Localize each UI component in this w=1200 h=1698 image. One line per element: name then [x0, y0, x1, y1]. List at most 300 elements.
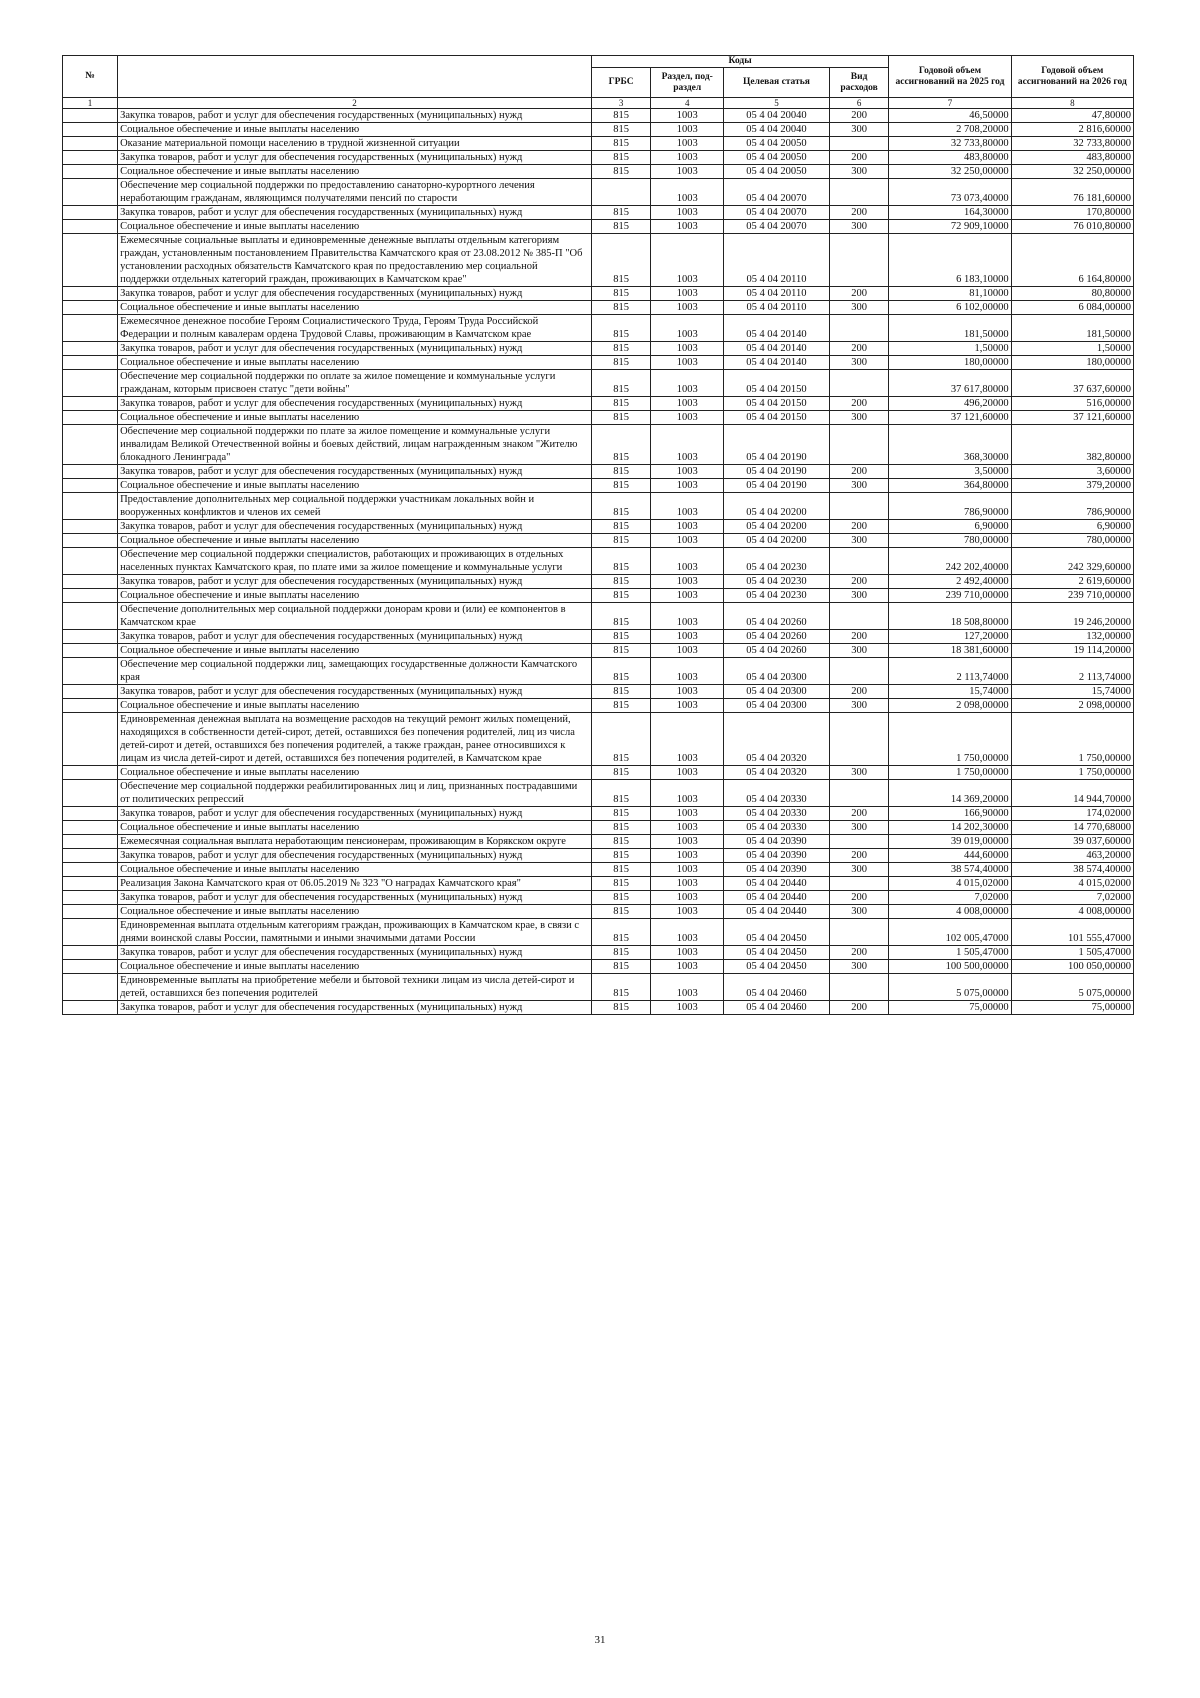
row-amount-2025: 46,50000 [889, 109, 1011, 123]
row-type: 200 [829, 465, 889, 479]
row-number-cell [63, 946, 118, 960]
row-grbs: 815 [591, 465, 651, 479]
row-section: 1003 [651, 425, 724, 465]
row-target: 05 4 04 20110 [724, 301, 830, 315]
row-grbs: 815 [591, 165, 651, 179]
row-grbs: 815 [591, 520, 651, 534]
row-amount-2026: 76 010,80000 [1011, 220, 1133, 234]
row-amount-2026: 14 770,68000 [1011, 821, 1133, 835]
row-section: 1003 [651, 370, 724, 397]
row-type: 300 [829, 821, 889, 835]
row-type: 300 [829, 534, 889, 548]
row-target: 05 4 04 20230 [724, 575, 830, 589]
row-grbs: 815 [591, 960, 651, 974]
row-number-cell [63, 919, 118, 946]
colnum-8: 8 [1011, 98, 1133, 109]
row-grbs: 815 [591, 356, 651, 370]
table-row [63, 411, 1134, 425]
row-amount-2026: 37 121,60000 [1011, 411, 1133, 425]
table-row [63, 301, 1134, 315]
row-amount-2025: 483,80000 [889, 151, 1011, 165]
row-amount-2025: 364,80000 [889, 479, 1011, 493]
row-grbs: 815 [591, 919, 651, 946]
row-type [829, 713, 889, 766]
row-name: Ежемесячные социальные выплаты и единовременные денежные выплаты отдельным категориям граждан, установленным постановлением Правительства Камчатского края от 23.08.2012 № 385-П "Об установлении расходных обязательств Камчатского края по предоставлению мер социальной поддержки отдельных категорий граждан, проживающих в Камчатском крае" [118, 234, 592, 287]
row-section: 1003 [651, 1001, 724, 1015]
row-type [829, 974, 889, 1001]
row-amount-2025: 15,74000 [889, 685, 1011, 699]
table-row [63, 342, 1134, 356]
row-type: 200 [829, 630, 889, 644]
row-amount-2026: 15,74000 [1011, 685, 1133, 699]
row-number-cell [63, 123, 118, 137]
row-number-cell [63, 821, 118, 835]
row-grbs: 815 [591, 644, 651, 658]
row-amount-2025: 181,50000 [889, 315, 1011, 342]
row-amount-2026: 780,00000 [1011, 534, 1133, 548]
table-row [63, 479, 1134, 493]
row-number-cell [63, 465, 118, 479]
row-type: 200 [829, 1001, 889, 1015]
row-name: Обеспечение мер социальной поддержки реабилитированных лиц и лиц, признанных пострадавшими от политических репрессий [118, 780, 592, 807]
table-row [63, 123, 1134, 137]
row-amount-2025: 127,20000 [889, 630, 1011, 644]
row-number-cell [63, 835, 118, 849]
row-name: Закупка товаров, работ и услуг для обеспечения государственных (муниципальных) нужд [118, 520, 592, 534]
row-section: 1003 [651, 780, 724, 807]
row-number-cell [63, 479, 118, 493]
row-name: Предоставление дополнительных мер социальной поддержки участникам локальных войн и вооруженных конфликтов и членов их семей [118, 493, 592, 520]
row-section: 1003 [651, 849, 724, 863]
row-amount-2025: 4 008,00000 [889, 905, 1011, 919]
row-name: Ежемесячное денежное пособие Героям Социалистического Труда, Героям Труда Российской Федерации и полным кавалерам ордена Трудовой Славы, проживающим в Камчатском крае [118, 315, 592, 342]
column-number-row [63, 98, 1134, 109]
row-grbs: 815 [591, 137, 651, 151]
row-amount-2026: 1 750,00000 [1011, 713, 1133, 766]
row-type [829, 919, 889, 946]
row-grbs: 815 [591, 658, 651, 685]
row-type: 200 [829, 891, 889, 905]
row-number-cell [63, 905, 118, 919]
row-section: 1003 [651, 493, 724, 520]
row-amount-2025: 164,30000 [889, 206, 1011, 220]
row-name: Социальное обеспечение и иные выплаты населению [118, 766, 592, 780]
row-name: Социальное обеспечение и иные выплаты населению [118, 411, 592, 425]
row-grbs: 815 [591, 534, 651, 548]
table-row [63, 234, 1134, 287]
row-type: 200 [829, 397, 889, 411]
row-number-cell [63, 234, 118, 287]
header-2026: Годовой объем ассигнований на 2026 год [1011, 56, 1133, 98]
row-amount-2025: 38 574,40000 [889, 863, 1011, 877]
row-name: Оказание материальной помощи населению в трудной жизненной ситуации [118, 137, 592, 151]
row-target: 05 4 04 20150 [724, 397, 830, 411]
row-target: 05 4 04 20320 [724, 713, 830, 766]
row-target: 05 4 04 20450 [724, 919, 830, 946]
header-2025: Годовой объем ассигнований на 2025 год [889, 56, 1011, 98]
row-target: 05 4 04 20230 [724, 589, 830, 603]
table-row [63, 630, 1134, 644]
row-amount-2026: 39 037,60000 [1011, 835, 1133, 849]
row-target: 05 4 04 20390 [724, 863, 830, 877]
row-amount-2026: 2 113,74000 [1011, 658, 1133, 685]
row-number-cell [63, 179, 118, 206]
row-amount-2026: 7,02000 [1011, 891, 1133, 905]
row-target: 05 4 04 20070 [724, 220, 830, 234]
row-number-cell [63, 411, 118, 425]
table-row [63, 520, 1134, 534]
table-row [63, 220, 1134, 234]
row-amount-2026: 101 555,47000 [1011, 919, 1133, 946]
row-target: 05 4 04 20150 [724, 370, 830, 397]
row-number-cell [63, 287, 118, 301]
row-amount-2026: 1 505,47000 [1011, 946, 1133, 960]
row-name: Обеспечение мер социальной поддержки специалистов, работающих и проживающих в отдельных населенных пунктах Камчатского края, по плате ими за жилое помещение и коммунальные услуги [118, 548, 592, 575]
row-amount-2026: 6 164,80000 [1011, 234, 1133, 287]
row-number-cell [63, 807, 118, 821]
table-row [63, 658, 1134, 685]
row-type: 200 [829, 109, 889, 123]
row-name: Закупка товаров, работ и услуг для обеспечения государственных (муниципальных) нужд [118, 151, 592, 165]
row-amount-2025: 14 369,20000 [889, 780, 1011, 807]
row-grbs: 815 [591, 479, 651, 493]
row-amount-2026: 38 574,40000 [1011, 863, 1133, 877]
row-amount-2026: 181,50000 [1011, 315, 1133, 342]
row-amount-2025: 242 202,40000 [889, 548, 1011, 575]
row-section: 1003 [651, 548, 724, 575]
row-section: 1003 [651, 342, 724, 356]
row-number-cell [63, 575, 118, 589]
row-grbs: 815 [591, 342, 651, 356]
row-type: 300 [829, 589, 889, 603]
row-amount-2026: 19 114,20000 [1011, 644, 1133, 658]
row-grbs: 815 [591, 603, 651, 630]
table-row [63, 919, 1134, 946]
row-type [829, 658, 889, 685]
row-type: 300 [829, 863, 889, 877]
row-name: Реализация Закона Камчатского края от 06.05.2019 № 323 "О наградах Камчатского края" [118, 877, 592, 891]
row-type: 300 [829, 411, 889, 425]
row-name: Ежемесячная социальная выплата неработающим пенсионерам, проживающим в Корякском округе [118, 835, 592, 849]
row-name: Социальное обеспечение и иные выплаты населению [118, 220, 592, 234]
row-name: Обеспечение мер социальной поддержки по оплате за жилое помещение и коммунальные услуги гражданам, которым присвоен статус "дети войны" [118, 370, 592, 397]
row-amount-2025: 5 075,00000 [889, 974, 1011, 1001]
row-grbs: 815 [591, 301, 651, 315]
row-target: 05 4 04 20040 [724, 123, 830, 137]
row-name: Закупка товаров, работ и услуг для обеспечения государственных (муниципальных) нужд [118, 465, 592, 479]
row-section: 1003 [651, 699, 724, 713]
row-amount-2026: 170,80000 [1011, 206, 1133, 220]
row-target: 05 4 04 20440 [724, 905, 830, 919]
row-amount-2025: 2 708,20000 [889, 123, 1011, 137]
row-number-cell [63, 644, 118, 658]
row-name: Социальное обеспечение и иные выплаты населению [118, 123, 592, 137]
row-amount-2025: 786,90000 [889, 493, 1011, 520]
row-section: 1003 [651, 287, 724, 301]
row-amount-2025: 1 750,00000 [889, 766, 1011, 780]
row-name: Социальное обеспечение и иные выплаты населению [118, 301, 592, 315]
row-number-cell [63, 960, 118, 974]
row-target: 05 4 04 20140 [724, 356, 830, 370]
row-grbs: 815 [591, 370, 651, 397]
row-grbs: 815 [591, 220, 651, 234]
row-number-cell [63, 589, 118, 603]
row-target: 05 4 04 20110 [724, 287, 830, 301]
row-number-cell [63, 206, 118, 220]
row-type [829, 877, 889, 891]
row-name: Социальное обеспечение и иные выплаты населению [118, 165, 592, 179]
row-section: 1003 [651, 220, 724, 234]
row-amount-2025: 239 710,00000 [889, 589, 1011, 603]
row-grbs: 815 [591, 315, 651, 342]
row-grbs: 815 [591, 835, 651, 849]
row-target: 05 4 04 20300 [724, 658, 830, 685]
header-section: Раздел, под-раздел [651, 68, 724, 98]
row-name: Социальное обеспечение и иные выплаты населению [118, 863, 592, 877]
row-number-cell [63, 356, 118, 370]
row-number-cell [63, 151, 118, 165]
row-grbs: 815 [591, 397, 651, 411]
row-number-cell [63, 493, 118, 520]
row-grbs: 815 [591, 685, 651, 699]
row-section: 1003 [651, 713, 724, 766]
row-section: 1003 [651, 891, 724, 905]
row-amount-2025: 18 381,60000 [889, 644, 1011, 658]
row-type [829, 179, 889, 206]
row-amount-2026: 516,00000 [1011, 397, 1133, 411]
row-amount-2025: 32 733,80000 [889, 137, 1011, 151]
row-target: 05 4 04 20070 [724, 206, 830, 220]
row-amount-2025: 166,90000 [889, 807, 1011, 821]
row-target: 05 4 04 20110 [724, 234, 830, 287]
row-amount-2026: 786,90000 [1011, 493, 1133, 520]
row-target: 05 4 04 20140 [724, 315, 830, 342]
table-row [63, 849, 1134, 863]
row-amount-2025: 496,20000 [889, 397, 1011, 411]
colnum-1: 1 [63, 98, 118, 109]
row-amount-2025: 1 750,00000 [889, 713, 1011, 766]
row-type [829, 425, 889, 465]
table-row [63, 575, 1134, 589]
row-number-cell [63, 301, 118, 315]
table-row [63, 465, 1134, 479]
row-type [829, 835, 889, 849]
row-section: 1003 [651, 151, 724, 165]
row-section: 1003 [651, 630, 724, 644]
row-name: Социальное обеспечение и иные выплаты населению [118, 356, 592, 370]
row-grbs [591, 179, 651, 206]
row-amount-2025: 75,00000 [889, 1001, 1011, 1015]
row-type: 200 [829, 575, 889, 589]
row-amount-2026: 76 181,60000 [1011, 179, 1133, 206]
row-number-cell [63, 974, 118, 1001]
row-amount-2026: 174,02000 [1011, 807, 1133, 821]
row-amount-2026: 19 246,20000 [1011, 603, 1133, 630]
table-row [63, 137, 1134, 151]
row-number-cell [63, 534, 118, 548]
row-type: 200 [829, 520, 889, 534]
row-amount-2025: 4 015,02000 [889, 877, 1011, 891]
colnum-6: 6 [829, 98, 889, 109]
row-grbs: 815 [591, 123, 651, 137]
table-row [63, 397, 1134, 411]
row-section: 1003 [651, 685, 724, 699]
row-name: Обеспечение мер социальной поддержки по предоставлению санаторно-курортного лечения неработающим гражданам, являющимся получателями пенсий по старости [118, 179, 592, 206]
row-target: 05 4 04 20330 [724, 780, 830, 807]
row-target: 05 4 04 20200 [724, 534, 830, 548]
row-grbs: 815 [591, 630, 651, 644]
row-name: Социальное обеспечение и иные выплаты населению [118, 589, 592, 603]
row-type: 300 [829, 220, 889, 234]
row-name: Обеспечение дополнительных мер социальной поддержки донорам крови и (или) ее компонентов в Камчатском крае [118, 603, 592, 630]
row-name: Закупка товаров, работ и услуг для обеспечения государственных (муниципальных) нужд [118, 397, 592, 411]
row-section: 1003 [651, 234, 724, 287]
page-number: 31 [594, 1634, 606, 1646]
header-codes: Коды [591, 56, 888, 68]
table-row [63, 699, 1134, 713]
row-section: 1003 [651, 766, 724, 780]
table-row [63, 877, 1134, 891]
row-grbs: 815 [591, 699, 651, 713]
row-grbs: 815 [591, 287, 651, 301]
table-row [63, 713, 1134, 766]
row-section: 1003 [651, 603, 724, 630]
row-amount-2026: 37 637,60000 [1011, 370, 1133, 397]
row-type: 300 [829, 165, 889, 179]
row-number-cell [63, 891, 118, 905]
row-section: 1003 [651, 905, 724, 919]
row-name: Закупка товаров, работ и услуг для обеспечения государственных (муниципальных) нужд [118, 206, 592, 220]
row-number-cell [63, 630, 118, 644]
row-amount-2025: 3,50000 [889, 465, 1011, 479]
row-target: 05 4 04 20200 [724, 493, 830, 520]
row-grbs: 815 [591, 713, 651, 766]
row-type: 200 [829, 206, 889, 220]
row-number-cell [63, 780, 118, 807]
row-number-cell [63, 849, 118, 863]
row-name: Закупка товаров, работ и услуг для обеспечения государственных (муниципальных) нужд [118, 575, 592, 589]
row-target: 05 4 04 20260 [724, 603, 830, 630]
row-type: 300 [829, 123, 889, 137]
table-body [63, 109, 1134, 1015]
row-name: Закупка товаров, работ и услуг для обеспечения государственных (муниципальных) нужд [118, 630, 592, 644]
row-name: Закупка товаров, работ и услуг для обеспечения государственных (муниципальных) нужд [118, 849, 592, 863]
table-row [63, 960, 1134, 974]
row-target: 05 4 04 20460 [724, 974, 830, 1001]
table-row [63, 603, 1134, 630]
row-section: 1003 [651, 835, 724, 849]
header-target: Целевая статья [724, 68, 830, 98]
row-type: 300 [829, 356, 889, 370]
row-target: 05 4 04 20300 [724, 699, 830, 713]
row-target: 05 4 04 20230 [724, 548, 830, 575]
row-number-cell [63, 603, 118, 630]
row-number-cell [63, 315, 118, 342]
row-type [829, 493, 889, 520]
row-section: 1003 [651, 575, 724, 589]
row-type: 200 [829, 807, 889, 821]
table-row [63, 287, 1134, 301]
row-target: 05 4 04 20450 [724, 946, 830, 960]
row-amount-2025: 14 202,30000 [889, 821, 1011, 835]
row-amount-2025: 368,30000 [889, 425, 1011, 465]
row-section: 1003 [651, 165, 724, 179]
table-row [63, 589, 1134, 603]
row-type: 300 [829, 699, 889, 713]
row-section: 1003 [651, 411, 724, 425]
row-type: 200 [829, 287, 889, 301]
row-grbs: 815 [591, 548, 651, 575]
row-amount-2025: 2 098,00000 [889, 699, 1011, 713]
row-amount-2025: 39 019,00000 [889, 835, 1011, 849]
row-section: 1003 [651, 534, 724, 548]
row-amount-2026: 463,20000 [1011, 849, 1133, 863]
row-type: 200 [829, 849, 889, 863]
row-section: 1003 [651, 397, 724, 411]
row-name: Социальное обеспечение и иные выплаты населению [118, 644, 592, 658]
row-amount-2026: 2 098,00000 [1011, 699, 1133, 713]
row-type: 300 [829, 479, 889, 493]
row-type [829, 234, 889, 287]
row-grbs: 815 [591, 807, 651, 821]
row-type: 200 [829, 151, 889, 165]
table-row [63, 780, 1134, 807]
table-header [63, 56, 1134, 109]
row-name: Закупка товаров, работ и услуг для обеспечения государственных (муниципальных) нужд [118, 1001, 592, 1015]
row-section: 1003 [651, 179, 724, 206]
row-target: 05 4 04 20330 [724, 821, 830, 835]
row-amount-2026: 1 750,00000 [1011, 766, 1133, 780]
row-target: 05 4 04 20190 [724, 479, 830, 493]
row-name: Социальное обеспечение и иные выплаты населению [118, 960, 592, 974]
row-name: Закупка товаров, работ и услуг для обеспечения государственных (муниципальных) нужд [118, 685, 592, 699]
row-amount-2026: 2 619,60000 [1011, 575, 1133, 589]
row-target: 05 4 04 20190 [724, 425, 830, 465]
row-section: 1003 [651, 919, 724, 946]
row-name: Обеспечение мер социальной поддержки по плате за жилое помещение и коммунальные услуги инвалидам Великой Отечественной войны и боевых действий, лицам награжденным знаком "Жителю блокадного Ленинграда" [118, 425, 592, 465]
row-amount-2026: 483,80000 [1011, 151, 1133, 165]
row-grbs: 815 [591, 766, 651, 780]
row-name: Социальное обеспечение и иные выплаты населению [118, 821, 592, 835]
row-grbs: 815 [591, 974, 651, 1001]
row-amount-2025: 6 183,10000 [889, 234, 1011, 287]
row-number-cell [63, 548, 118, 575]
row-name: Закупка товаров, работ и услуг для обеспечения государственных (муниципальных) нужд [118, 807, 592, 821]
table-row [63, 946, 1134, 960]
row-type: 200 [829, 685, 889, 699]
row-amount-2026: 379,20000 [1011, 479, 1133, 493]
row-number-cell [63, 766, 118, 780]
table-row [63, 206, 1134, 220]
row-section: 1003 [651, 465, 724, 479]
row-number-cell [63, 877, 118, 891]
row-section: 1003 [651, 644, 724, 658]
row-amount-2026: 47,80000 [1011, 109, 1133, 123]
table-row [63, 534, 1134, 548]
row-section: 1003 [651, 960, 724, 974]
row-amount-2026: 1,50000 [1011, 342, 1133, 356]
row-target: 05 4 04 20260 [724, 630, 830, 644]
row-amount-2025: 2 492,40000 [889, 575, 1011, 589]
row-name: Социальное обеспечение и иные выплаты населению [118, 479, 592, 493]
row-target: 05 4 04 20050 [724, 137, 830, 151]
row-section: 1003 [651, 206, 724, 220]
row-section: 1003 [651, 807, 724, 821]
row-grbs: 815 [591, 493, 651, 520]
row-amount-2026: 242 329,60000 [1011, 548, 1133, 575]
table-row [63, 356, 1134, 370]
row-number-cell [63, 220, 118, 234]
